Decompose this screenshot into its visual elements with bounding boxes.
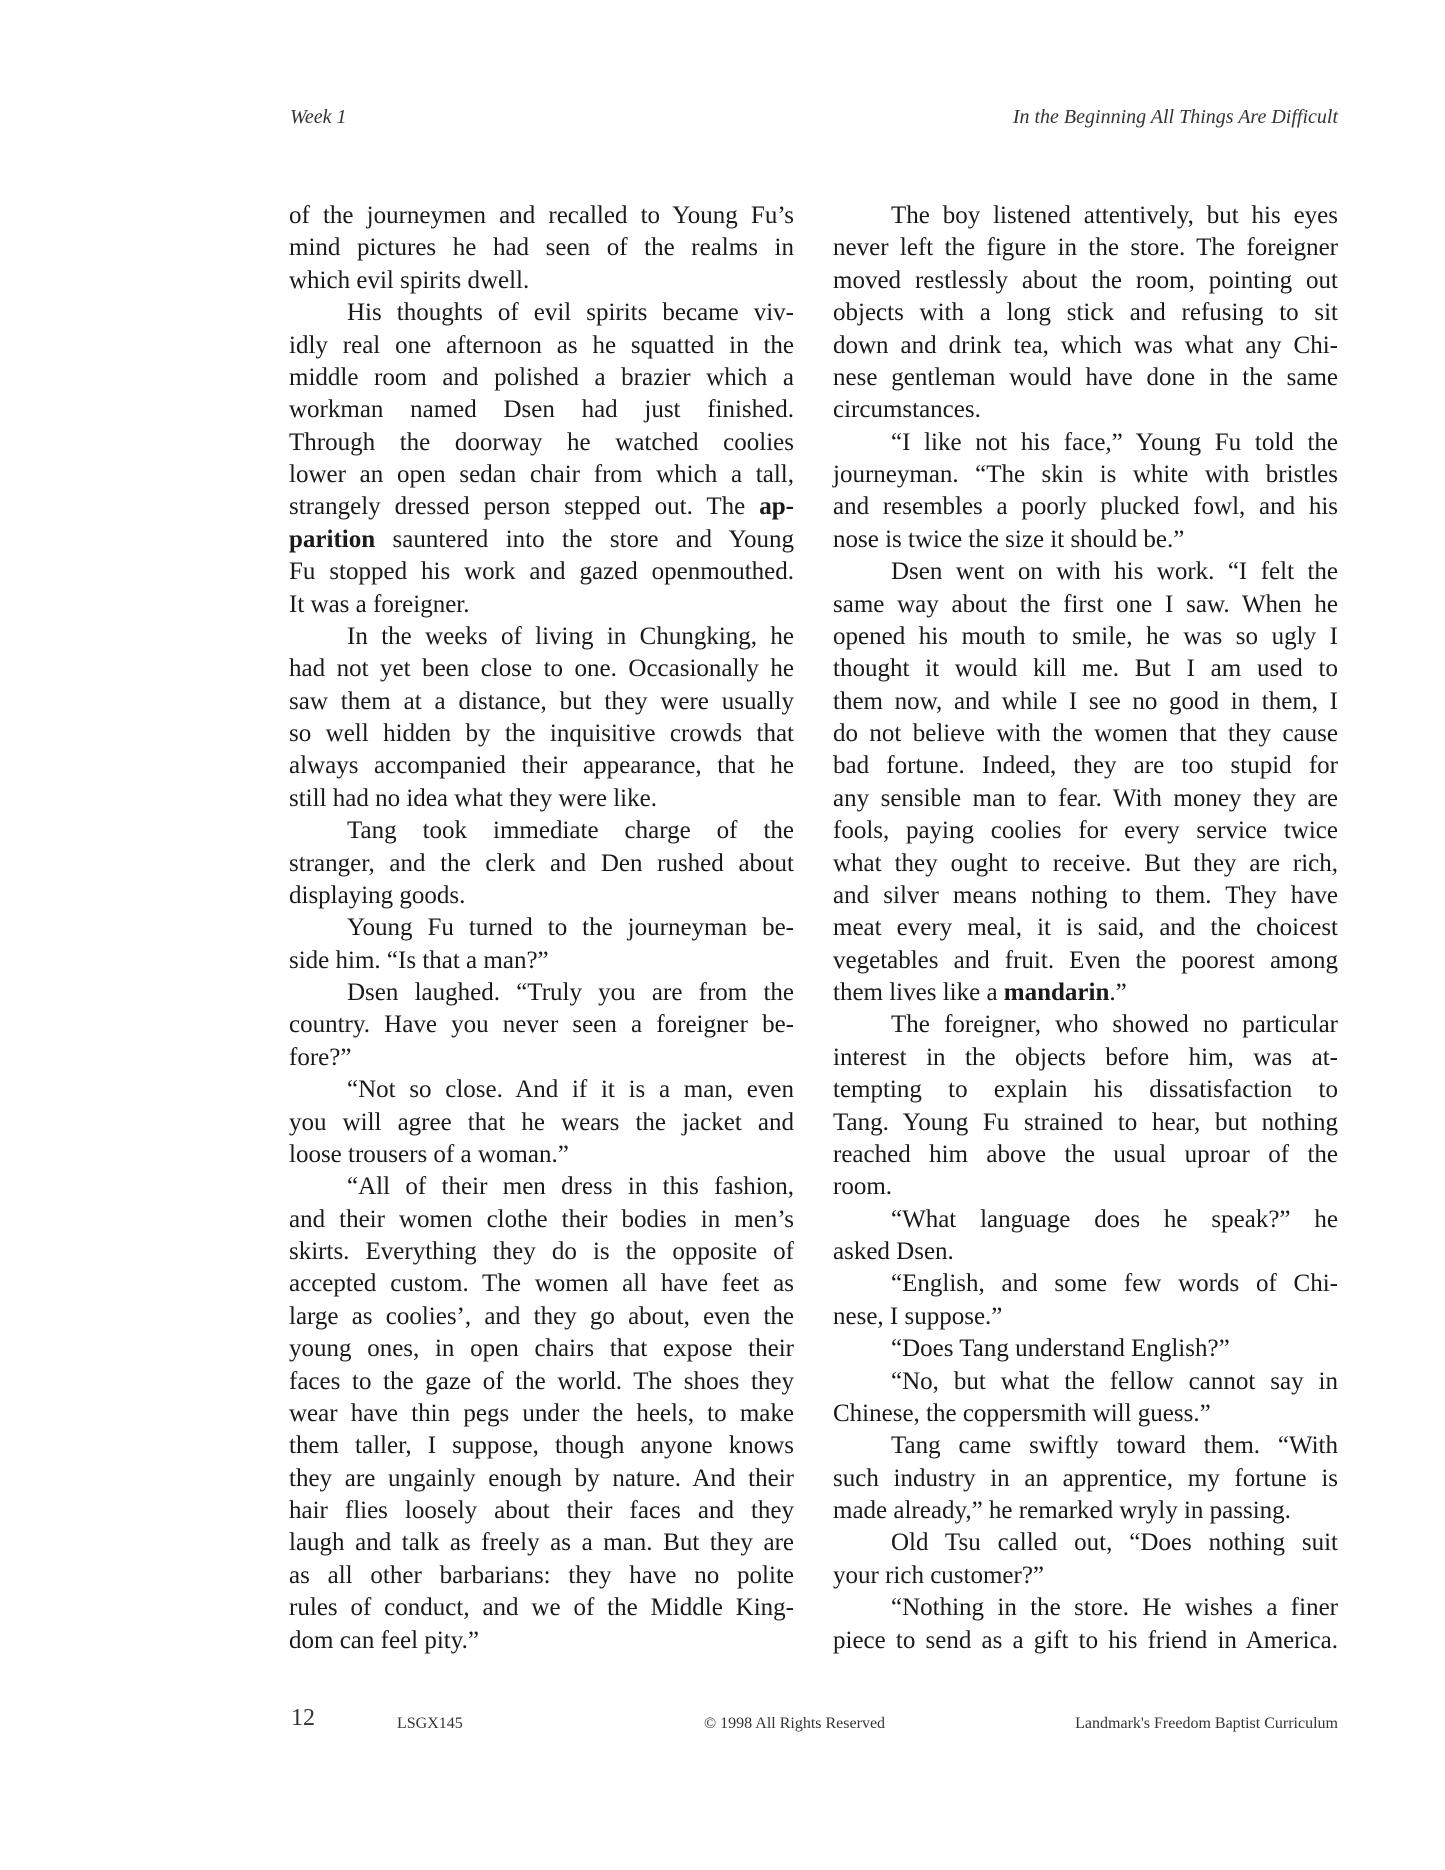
line-text: you will agree that he wears the jacket and: [289, 1108, 794, 1136]
text-line: [833, 556, 1338, 588]
line-text: “Does Tang understand English?”: [891, 1335, 1230, 1363]
text-line: [289, 1301, 794, 1333]
line-text: moved restlessly about the room, pointing out: [833, 266, 1338, 294]
text-line: [833, 297, 1338, 329]
line-text: young ones, in open chairs that expose their: [289, 1335, 794, 1363]
text-line: [833, 1042, 1338, 1074]
line-text: “Nothing in the store. He wishes a finer: [891, 1594, 1338, 1622]
line-text: mind pictures he had seen of the realms in: [289, 234, 794, 262]
course-code: LSGX145: [397, 1715, 463, 1732]
text-line: [833, 1009, 1338, 1041]
line-text: journeyman. “The skin is white with bristles: [833, 461, 1338, 488]
line-text: Tang took immediate charge of the: [347, 817, 794, 845]
line-text: Dsen laughed. “Truly you are from the: [347, 979, 794, 1006]
text-line: [833, 524, 1338, 556]
line-text: wear have thin pegs under the heels, to make: [289, 1399, 794, 1427]
text-line: [289, 912, 794, 944]
text-line: [833, 232, 1338, 264]
text-line: [289, 297, 794, 329]
text-line: [289, 1074, 794, 1106]
text-line: [833, 686, 1338, 718]
text-line: [833, 1527, 1338, 1559]
line-text: down and drink tea, which was what any Chi-: [833, 331, 1338, 359]
line-text: asked Dsen.: [833, 1238, 954, 1265]
page-number: 12: [291, 1705, 315, 1731]
line-text: opened his mouth to smile, he was so ugly I: [833, 622, 1338, 650]
line-text: strangely dressed person stepped out. The: [289, 493, 760, 521]
line-text: and silver means nothing to them. They have: [833, 881, 1338, 909]
line-text: “I like not his face,” Young Fu told the: [891, 428, 1338, 456]
text-line: [289, 1333, 794, 1365]
line-text: stranger, and the clerk and Den rushed about: [289, 849, 794, 877]
text-line: [833, 1139, 1338, 1171]
line-text: Young Fu turned to the journeyman be-: [347, 914, 794, 942]
line-text: “English, and some few words of Chi-: [891, 1270, 1338, 1298]
text-line: [289, 815, 794, 847]
line-text: nese, I suppose.”: [833, 1302, 1003, 1330]
text-line: [289, 491, 794, 523]
line-text: tempting to explain his dissatisfaction to: [833, 1076, 1338, 1104]
line-text: never left the figure in the store. The foreigner: [833, 234, 1338, 262]
text-line: [289, 977, 794, 1009]
text-line: [289, 265, 794, 297]
text-line: [833, 459, 1338, 491]
line-text: fore?”: [289, 1043, 352, 1071]
text-line: [289, 1009, 794, 1041]
line-text: what they ought to receive. But they are rich,: [833, 849, 1338, 877]
text-line: [289, 1527, 794, 1559]
text-line: [289, 524, 794, 556]
line-text: nose is twice the size it should be.”: [833, 525, 1185, 553]
text-line: [833, 394, 1338, 426]
text-line: [833, 1301, 1338, 1333]
text-line: [833, 977, 1338, 1009]
line-text: always accompanied their appearance, that he: [289, 752, 794, 780]
text-line: [289, 750, 794, 782]
line-text: lower an open sedan chair from which a tall,: [289, 461, 794, 488]
right-text-column: [833, 200, 1338, 1657]
text-line: [833, 1236, 1338, 1268]
publisher-name: Landmark's Freedom Baptist Curriculum: [1075, 1715, 1338, 1732]
text-line: [833, 1333, 1338, 1365]
line-text: idly real one afternoon as he squatted in the: [289, 331, 794, 359]
line-text: Chinese, the coppersmith will guess.”: [833, 1399, 1211, 1427]
line-text: displaying goods.: [289, 881, 466, 909]
text-line: [289, 1463, 794, 1495]
text-line: [289, 200, 794, 232]
text-line: [289, 330, 794, 362]
line-text: made already,” he remarked wryly in passing.: [833, 1497, 1291, 1524]
line-text: fools, paying coolies for every service twice: [833, 817, 1338, 845]
line-text: reached him above the usual uproar of the: [833, 1140, 1338, 1168]
text-line: [289, 686, 794, 718]
vocabulary-word: parition: [289, 525, 376, 553]
line-text: middle room and polished a brazier which a: [289, 363, 794, 391]
text-line: [833, 1171, 1338, 1203]
line-text: bad fortune. Indeed, they are too stupid for: [833, 752, 1338, 780]
line-text: “What language does he speak?” he: [891, 1205, 1338, 1233]
line-text: same way about the first one I saw. When he: [833, 590, 1338, 618]
line-text: such industry in an apprentice, my fortune is: [833, 1464, 1338, 1492]
line-text: vegetables and fruit. Even the poorest among: [833, 946, 1338, 974]
text-line: [833, 848, 1338, 880]
text-line: [833, 783, 1338, 815]
line-text: Through the doorway he watched coolies: [289, 428, 794, 456]
text-line: [289, 783, 794, 815]
line-text: faces to the gaze of the world. The shoes they: [289, 1367, 794, 1395]
line-text: objects with a long stick and refusing to sit: [833, 299, 1338, 327]
line-text: them now, and while I see no good in them, I: [833, 687, 1338, 715]
text-line: [289, 945, 794, 977]
text-line: [833, 815, 1338, 847]
text-line: [833, 653, 1338, 685]
text-line: [833, 1366, 1338, 1398]
line-text: skirts. Everything they do is the opposite of: [289, 1238, 794, 1265]
text-line: [833, 750, 1338, 782]
text-line: [833, 1625, 1338, 1657]
line-text: .”: [1109, 979, 1127, 1006]
line-text: Old Tsu called out, “Does nothing suit: [891, 1529, 1338, 1557]
text-line: [833, 330, 1338, 362]
line-text: meat every meal, it is said, and the choicest: [833, 914, 1338, 942]
line-text: and resembles a poorly plucked fowl, and his: [833, 493, 1338, 521]
text-line: [289, 1139, 794, 1171]
text-line: [833, 362, 1338, 394]
text-line: [833, 265, 1338, 297]
text-line: [833, 621, 1338, 653]
line-text: saw them at a distance, but they were usually: [289, 687, 794, 715]
text-line: [289, 232, 794, 264]
text-line: [289, 427, 794, 459]
text-line: [833, 945, 1338, 977]
text-line: [289, 1398, 794, 1430]
vocabulary-word: mandarin: [1003, 979, 1110, 1006]
text-line: [289, 556, 794, 588]
line-text: nese gentleman would have done in the same: [833, 363, 1338, 391]
line-text: “Not so close. And if it is a man, even: [347, 1076, 794, 1104]
text-line: [833, 1204, 1338, 1236]
running-head-week: Week 1: [290, 106, 347, 128]
line-text: The foreigner, who showed no particular: [891, 1011, 1338, 1039]
text-line: [833, 1074, 1338, 1106]
line-text: Tang. Young Fu strained to hear, but nothing: [833, 1108, 1338, 1136]
text-line: [833, 1463, 1338, 1495]
line-text: accepted custom. The women all have feet as: [289, 1270, 794, 1298]
text-line: [289, 1495, 794, 1527]
text-line: [289, 653, 794, 685]
line-text: so well hidden by the inquisitive crowds that: [289, 720, 794, 747]
text-line: [289, 459, 794, 491]
text-line: [833, 1495, 1338, 1527]
line-text: of the journeymen and recalled to Young Fu’s: [289, 202, 794, 229]
line-text: hair flies loosely about their faces and they: [289, 1497, 794, 1524]
text-line: [289, 1268, 794, 1300]
text-line: [289, 1236, 794, 1268]
line-text: “All of their men dress in this fashion,: [347, 1173, 794, 1201]
text-line: [289, 394, 794, 426]
text-line: [289, 1107, 794, 1139]
text-line: [289, 1592, 794, 1624]
line-text: room.: [833, 1173, 893, 1201]
text-line: [289, 362, 794, 394]
text-line: [289, 848, 794, 880]
text-line: [833, 491, 1338, 523]
line-text: laugh and talk as freely as a man. But they are: [289, 1529, 794, 1557]
line-text: do not believe with the women that they cause: [833, 720, 1338, 747]
text-line: [833, 427, 1338, 459]
running-head-chapter-title: In the Beginning All Things Are Difficult: [1012, 106, 1338, 128]
text-line: [289, 589, 794, 621]
line-text: country. Have you never seen a foreigner be-: [289, 1011, 794, 1039]
copyright-notice: © 1998 All Rights Reserved: [704, 1715, 886, 1732]
text-line: [289, 1625, 794, 1657]
line-text: had not yet been close to one. Occasionally he: [289, 655, 794, 683]
line-text: sauntered into the store and Young: [375, 525, 794, 553]
text-line: [289, 1366, 794, 1398]
line-text: rules of conduct, and we of the Middle King-: [289, 1594, 794, 1622]
text-line: [833, 1398, 1338, 1430]
line-text: loose trousers of a woman.”: [289, 1140, 569, 1168]
line-text: as all other barbarians: they have no polite: [289, 1561, 794, 1589]
line-text: any sensible man to fear. With money they are: [833, 784, 1338, 812]
line-text: interest in the objects before him, was at-: [833, 1043, 1338, 1071]
line-text: your rich customer?”: [833, 1561, 1045, 1589]
line-text: thought it would kill me. But I am used to: [833, 655, 1338, 683]
text-line: [289, 718, 794, 750]
line-text: Dsen went on with his work. “I felt the: [891, 558, 1338, 586]
line-text: Tang came swiftly toward them. “With: [891, 1432, 1338, 1460]
text-line: [289, 1042, 794, 1074]
line-text: them taller, I suppose, though anyone knows: [289, 1432, 794, 1460]
text-line: [833, 589, 1338, 621]
line-text: Fu stopped his work and gazed openmouthed.: [289, 558, 794, 586]
left-text-column: [289, 200, 794, 1657]
line-text: still had no idea what they were like.: [289, 784, 657, 812]
text-line: [833, 1560, 1338, 1592]
line-text: they are ungainly enough by nature. And their: [289, 1464, 794, 1492]
line-text: circumstances.: [833, 396, 981, 424]
line-text: In the weeks of living in Chungking, he: [347, 622, 794, 650]
line-text: and their women clothe their bodies in men’s: [289, 1205, 794, 1233]
text-line: [833, 718, 1338, 750]
line-text: them lives like a: [833, 979, 1004, 1006]
vocabulary-word: ap-: [759, 493, 794, 521]
text-line: [833, 880, 1338, 912]
line-text: His thoughts of evil spirits became viv-: [347, 299, 794, 327]
line-text: The boy listened attentively, but his eyes: [891, 202, 1338, 229]
line-text: dom can feel pity.”: [289, 1626, 479, 1654]
text-line: [289, 1430, 794, 1462]
line-text: “No, but what the fellow cannot say in: [891, 1367, 1338, 1395]
text-line: [289, 1171, 794, 1203]
line-text: piece to send as a gift to his friend in America.: [833, 1626, 1338, 1654]
text-line: [833, 1592, 1338, 1624]
line-text: workman named Dsen had just finished.: [289, 396, 794, 424]
text-line: [833, 1107, 1338, 1139]
text-line: [833, 1430, 1338, 1462]
line-text: It was a foreigner.: [289, 590, 470, 618]
line-text: side him. “Is that a man?”: [289, 946, 549, 974]
text-line: [833, 200, 1338, 232]
text-line: [833, 1268, 1338, 1300]
text-line: [289, 621, 794, 653]
text-line: [289, 1560, 794, 1592]
line-text: large as coolies’, and they go about, even the: [289, 1302, 794, 1330]
line-text: which evil spirits dwell.: [289, 266, 530, 294]
text-line: [289, 880, 794, 912]
text-line: [833, 912, 1338, 944]
text-line: [289, 1204, 794, 1236]
